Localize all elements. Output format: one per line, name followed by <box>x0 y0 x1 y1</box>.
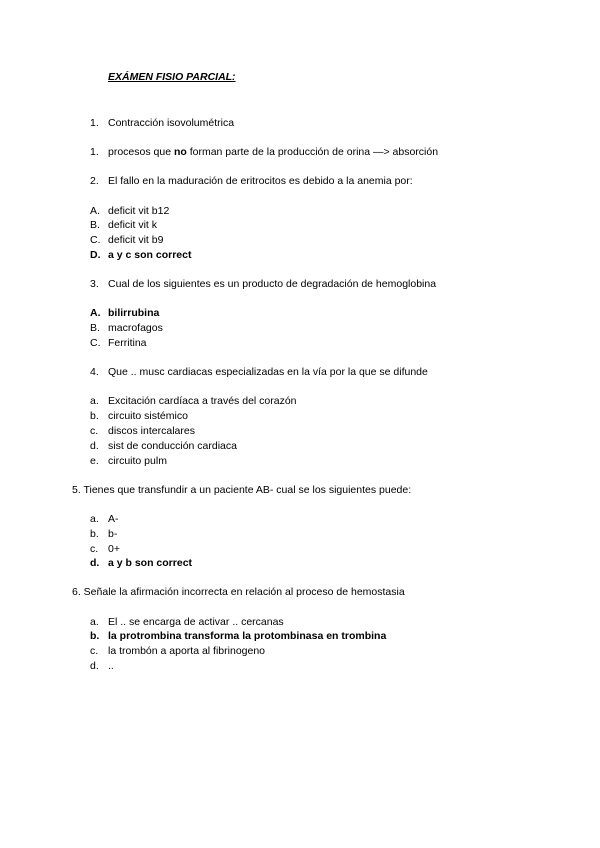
option-text-correct: la protrombina transforma la protombinasa en trombina <box>108 630 387 642</box>
option-letter-correct: b. <box>90 630 100 642</box>
option-text: deficit vit b12 <box>108 205 170 217</box>
question-1b-number: 1. <box>90 146 99 158</box>
option-letter: C. <box>90 337 101 349</box>
question-2-number: 2. <box>90 175 99 187</box>
option-letter: e. <box>90 455 99 467</box>
option-letter: b. <box>90 410 99 422</box>
option-letter: C. <box>90 234 101 246</box>
option-text: la trombón a aporta al fibrinogeno <box>108 645 266 657</box>
question-6-text: 6. Señale la afirmación incorrecta en relación al proceso de hemostasia <box>72 586 405 598</box>
question-2-text: El fallo en la maduración de eritrocitos es debido a la anemia por: <box>108 175 413 187</box>
option-letter: b. <box>90 528 99 540</box>
option-letter: a. <box>90 513 99 525</box>
question-1b-text-post: forman parte de la producción de orina —> absorción <box>186 146 439 158</box>
option-text-correct: a y c son correct <box>108 249 192 261</box>
question-1b-text <box>108 146 438 159</box>
question-5-text: 5. Tienes que transfundir a un paciente AB- cual se los siguientes puede: <box>72 484 412 496</box>
option-letter: c. <box>90 543 99 555</box>
option-letter: a. <box>90 395 99 407</box>
question-1b-text-bold: no <box>173 146 187 158</box>
option-text: b- <box>108 528 118 540</box>
option-text: deficit vit b9 <box>108 234 164 246</box>
option-letter: B. <box>90 322 100 334</box>
question-3-number: 3. <box>90 278 99 290</box>
option-letter: d. <box>90 440 99 452</box>
page-title: EXÁMEN FISIO PARCIAL: <box>108 71 236 83</box>
option-letter: B. <box>90 219 100 231</box>
option-letter: a. <box>90 616 99 628</box>
option-text: sist de conducción cardiaca <box>108 440 237 452</box>
option-text: deficit vit k <box>108 219 158 231</box>
option-text: Ferritina <box>108 337 147 349</box>
question-1-text: Contracción isovolumétrica <box>108 117 235 129</box>
option-letter-correct: D. <box>90 249 101 261</box>
option-letter: d. <box>90 660 99 672</box>
option-letter: c. <box>90 425 99 437</box>
option-letter-correct: A. <box>90 307 101 319</box>
option-text-correct: a y b son correct <box>108 557 193 569</box>
question-1b-text-pre: procesos que <box>108 146 174 158</box>
option-text: 0+ <box>108 543 120 555</box>
option-text: circuito pulm <box>108 455 167 467</box>
question-3-text: Cual de los siguientes es un producto de degradación de hemoglobina <box>108 278 437 290</box>
option-letter-correct: d. <box>90 557 100 569</box>
option-text-correct: bilirrubina <box>108 307 160 319</box>
question-1-number: 1. <box>90 117 99 129</box>
option-letter: c. <box>90 645 99 657</box>
question-4-text: Que .. musc cardiacas especializadas en la vía por la que se difunde <box>108 366 428 378</box>
option-text: El .. se encarga de activar .. cercanas <box>108 616 284 628</box>
option-text: A- <box>108 513 119 525</box>
option-text: .. <box>108 660 114 672</box>
option-letter: A. <box>90 205 100 217</box>
option-text: Excitación cardíaca a través del corazón <box>108 395 297 407</box>
option-text: macrofagos <box>108 322 163 334</box>
option-text: circuito sistémico <box>108 410 188 422</box>
option-text: discos intercalares <box>108 425 195 437</box>
question-4-number: 4. <box>90 366 99 378</box>
